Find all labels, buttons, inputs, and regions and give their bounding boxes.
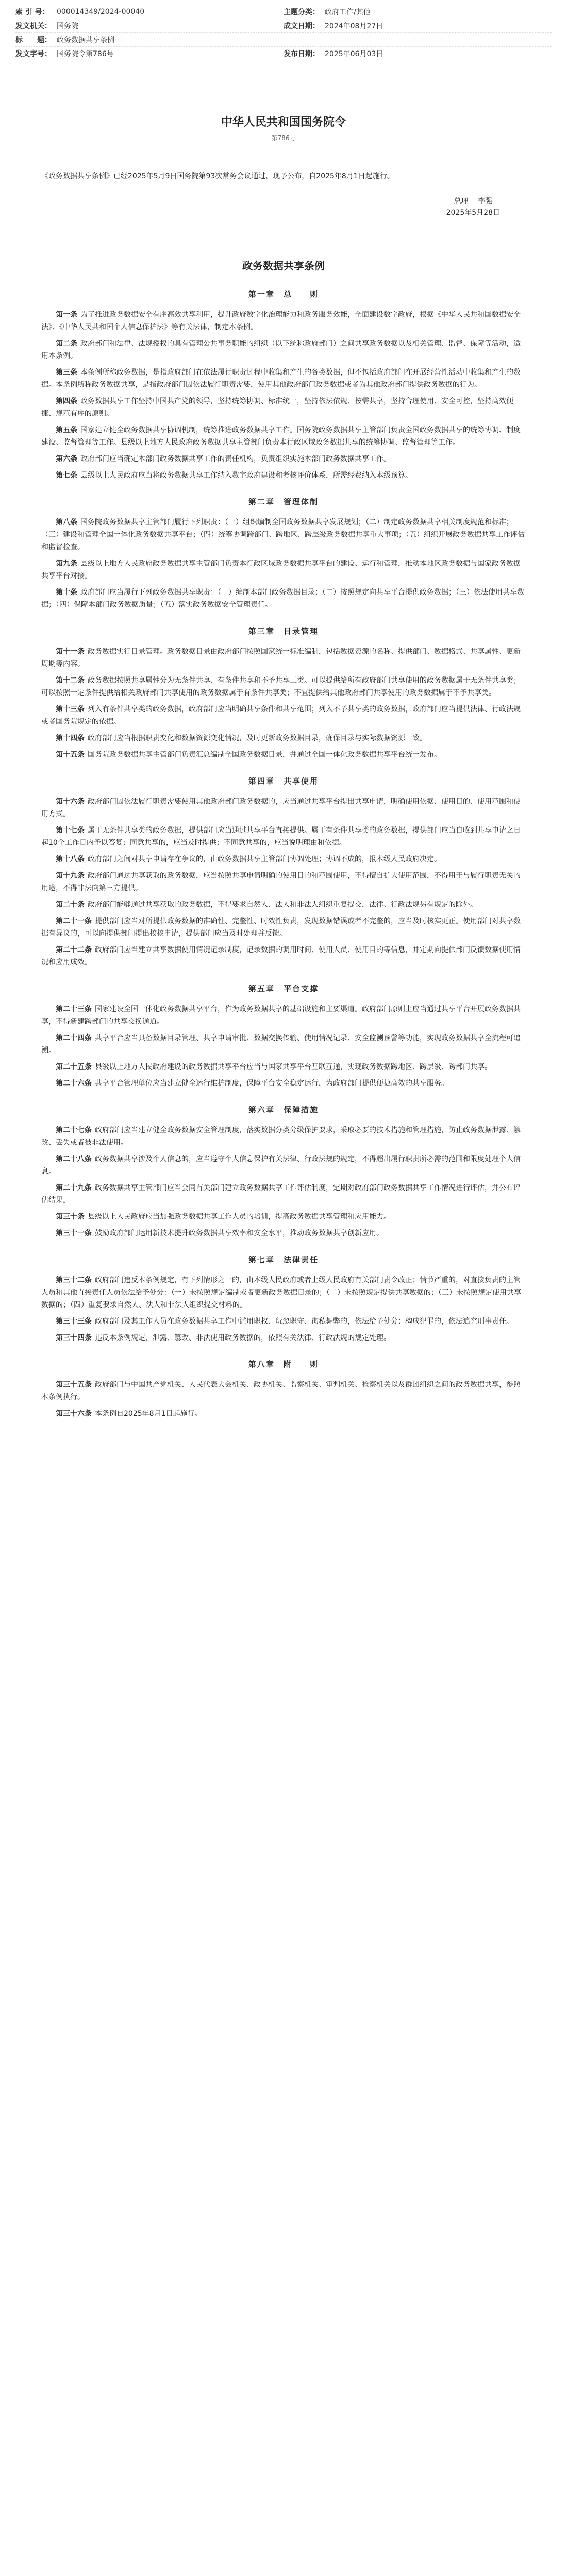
- regulation-body: [41, 289, 526, 1424]
- article-paragraph: [41, 1408, 526, 1420]
- article-paragraph: [41, 366, 526, 391]
- article-number: 第三十条: [56, 1213, 85, 1221]
- article-number: 第二条: [56, 340, 77, 348]
- article-paragraph: [41, 703, 526, 728]
- article-paragraph: [41, 1332, 526, 1344]
- meta-row: [15, 19, 552, 33]
- article-paragraph: [41, 557, 526, 582]
- meta-label: 成文日期：: [284, 22, 320, 30]
- page-title: 中华人民共和国国务院令: [221, 116, 346, 129]
- article-paragraph: [41, 1315, 526, 1328]
- article-text: 政务数据共享涉及个人信息的，应当遵守个人信息保护有关法律、行政法规的规定，不得超出履行职责所必需的范围和限度处理个人信息。: [41, 1155, 521, 1176]
- chapter-title: 第二章 管理体制: [248, 497, 319, 506]
- article-text: 属于无条件共享类的政务数据，提供部门应当通过共享平台直接提供。属于有条件共享类的政务数据，提供部门应当自收到共享申请之日起10个工作日内予以答复；同意共享的，应当及时提供；不同意共享的，应当说明理由和依据。: [41, 826, 521, 847]
- article-text: 县级以上人民政府应当将政务数据共享工作纳入数字政府建设和考核评价体系，所需经费纳入本级预算。: [80, 471, 412, 480]
- article-text: 政府部门应当确定本部门政务数据共享工作的责任机构，负责组织实施本部门政务数据共享工作。: [80, 455, 391, 463]
- chapter-title: 第八章 附 则: [248, 1360, 319, 1369]
- chapter-title: 第五章 平台支撑: [248, 984, 319, 993]
- article-number: 第三十三条: [56, 1317, 92, 1326]
- article-number: 第十四条: [56, 734, 85, 742]
- article-text: 政务数据实行目录管理。政务数据目录由政府部门按照国家统一标准编制，包括数据资源的名称、提供部门、数据格式、共享属性、更新周期等内容。: [41, 648, 521, 668]
- article-text: 政府部门违反本条例规定，有下列情形之一的，由本级人民政府或者上级人民政府有关部门责令改正；情节严重的，对直接负责的主管人员和其他直接责任人员依法给予处分：（一）未按照规定编制或者更新政务数据目录的；（二）未按照规定提供共享数据的；（三）未按照规定使用共享数据的；（四）重复要求自然人、法人和非法人组织提交材料的。: [41, 1276, 521, 1309]
- article-paragraph: [41, 424, 526, 449]
- article-text: 政务数据按照共享属性分为无条件共享、有条件共享和不予共享三类。可以提供给所有政府部门共享使用的政务数据属于无条件共享类；可以按照一定条件提供给相关政府部门共享使用的政务数据属于有条件共享类；不宜提供给其他政府部门共享使用的政务数据属于不予共享类。: [41, 676, 521, 697]
- article-paragraph: [41, 899, 526, 911]
- regulation-title: 政务数据共享条例: [242, 260, 325, 272]
- article-number: 第二十三条: [56, 1005, 92, 1013]
- article-paragraph: [41, 516, 526, 553]
- article-text: 县级以上地方人民政府建设的政务数据共享平台应当与国家共享平台互联互通，实现政务数据跨地区、跨层级、跨部门共享。: [95, 1063, 492, 1071]
- meta-row: [15, 5, 552, 19]
- article-paragraph: [41, 1032, 526, 1057]
- article-text: 政府部门及其工作人员在政务数据共享工作中滥用职权、玩忽职守、徇私舞弊的，依法给予处分；构成犯罪的，依法追究刑事责任。: [95, 1317, 513, 1326]
- meta-value: 国务院令第786号: [57, 50, 114, 58]
- document-meta-table: [15, 5, 552, 59]
- article-number: 第十三条: [56, 705, 85, 714]
- article-number: 第十一条: [56, 648, 85, 656]
- article-text: 政府部门与中国共产党机关、人民代表大会机关、政协机关、监察机关、审判机关、检察机关以及群团组织之间的政务数据共享，参照本条例执行。: [41, 1381, 521, 1401]
- article-number: 第二十六条: [56, 1079, 92, 1088]
- article-number: 第三十二条: [56, 1276, 92, 1284]
- article-number: 第三条: [56, 368, 77, 377]
- article-number: 第九条: [56, 560, 77, 568]
- article-number: 第二十五条: [56, 1063, 92, 1071]
- article-text: 政府部门应当根据职责变化和数据资源变化情况，及时更新政务数据目录，确保目录与实际数据资源一致。: [88, 734, 427, 742]
- article-text: 政府部门应当建立共享数据使用情况记录制度，记录数据的调用时间、使用人员、使用目的等信息，并定期向提供部门反馈数据使用情况和应用成效。: [41, 946, 521, 967]
- article-number: 第八条: [56, 518, 77, 527]
- article-number: 第十五条: [56, 751, 85, 759]
- article-number: 第十二条: [56, 676, 85, 685]
- article-paragraph: [41, 453, 526, 465]
- article-number: 第七条: [56, 471, 77, 480]
- article-number: 第十六条: [56, 798, 85, 806]
- article-paragraph: [41, 1211, 526, 1223]
- article-text: 鼓励政府部门运用新技术提升政务数据共享效率和安全水平，推动政务数据共享创新应用。: [95, 1229, 383, 1238]
- premier-name: 李强: [478, 197, 493, 206]
- article-number: 第四条: [56, 397, 77, 405]
- article-number: 第十九条: [56, 872, 85, 880]
- decree-date: 2025年5月28日: [446, 209, 500, 217]
- article-text: 提供部门应当对所提供政务数据的准确性、完整性、时效性负责，发现数据错误或者不完整的，应当及时核实更正。使用部门对共享数据有异议的，可以向提供部门提出校核申请，提供部门应当及时处理并反馈。: [41, 917, 521, 938]
- article-paragraph: [41, 309, 526, 333]
- decree-number: 第786号: [271, 134, 296, 142]
- article-text: 本条例自2025年8月1日起施行。: [95, 1410, 202, 1418]
- article-text: 列入有条件共享类的政务数据，政府部门应当明确共享条件和共享范围；列入不予共享类的政务数据，政府部门应当提供法律、行政法规或者国务院规定的依据。: [41, 705, 521, 726]
- article-text: 国家建设全国一体化政务数据共享平台，作为政务数据共享的基础设施和主要渠道。政府部门原则上应当通过共享平台开展政务数据共享，不得新建跨部门的共享交换通道。: [41, 1005, 521, 1026]
- chapter-title: 第三章 目录管理: [248, 626, 319, 636]
- article-number: 第十条: [56, 588, 77, 597]
- meta-value: 000014349/2024-00040: [57, 8, 145, 16]
- meta-label: 发文机关：: [15, 22, 52, 30]
- article-number: 第二十二条: [56, 946, 92, 954]
- article-paragraph: [41, 1061, 526, 1073]
- article-paragraph: [41, 853, 526, 866]
- article-number: 第二十一条: [56, 917, 92, 925]
- article-paragraph: [41, 870, 526, 894]
- article-text: 政府部门通过共享获取的政务数据，应当按照共享申请明确的使用目的和范围使用，不得擅自扩大使用范围，不得用于与履行职责无关的用途，不得非法向第三方提供。: [41, 872, 521, 892]
- article-text: 国务院政务数据共享主管部门负责汇总编制全国政务数据目录，并通过全国一体化政务数据共享平台统一发布。: [88, 751, 441, 759]
- article-number: 第五条: [56, 426, 77, 434]
- article-text: 政府部门能够通过共享获取的政务数据，不得要求自然人、法人和非法人组织重复提交，法律、行政法规另有规定的除外。: [88, 901, 477, 909]
- article-text: 政府部门应当建立健全政务数据安全管理制度，落实数据分类分级保护要求，采取必要的技术措施和管理措施，防止政务数据泄露、篡改、丢失或者被非法使用。: [41, 1126, 521, 1147]
- decree-text: 《政务数据共享条例》已经2025年5月9日国务院第93次常务会议通过，现予公布，自2025年8月1日起施行。: [41, 172, 394, 180]
- article-paragraph: [41, 337, 526, 362]
- article-number: 第三十六条: [56, 1410, 92, 1418]
- article-paragraph: [41, 1182, 526, 1207]
- meta-value: 2025年06月03日: [325, 50, 383, 58]
- article-paragraph: [41, 915, 526, 940]
- article-number: 第二十四条: [56, 1034, 92, 1042]
- article-number: 第一条: [56, 311, 77, 319]
- chapter-title: 第七章 法律责任: [248, 1255, 319, 1264]
- article-number: 第三十五条: [56, 1381, 92, 1389]
- article-number: 第三十一条: [56, 1229, 92, 1238]
- chapter-title: 第四章 共享使用: [248, 776, 319, 786]
- article-number: 第六条: [56, 455, 77, 463]
- article-paragraph: [41, 1124, 526, 1149]
- article-number: 第二十条: [56, 901, 85, 909]
- article-paragraph: [41, 1153, 526, 1178]
- article-paragraph: [41, 824, 526, 849]
- article-paragraph: [41, 674, 526, 699]
- article-text: 政府部门因依法履行职责需要使用其他政府部门政务数据的，应当通过共享平台提出共享申请，明确使用依据、使用目的、使用范围和使用方式。: [41, 798, 521, 818]
- article-paragraph: [41, 1379, 526, 1403]
- article-paragraph: [41, 944, 526, 969]
- article-number: 第十七条: [56, 826, 85, 835]
- article-paragraph: [41, 732, 526, 744]
- premier-label: 总理: [454, 197, 469, 206]
- meta-row: [15, 47, 552, 60]
- article-text: 县级以上地方人民政府政务数据共享主管部门负责本行政区域政务数据共享平台的建设、运行和管理，推动本地区政务数据与国家政务数据共享平台对接。: [41, 560, 521, 580]
- meta-value: 2024年08月27日: [325, 22, 383, 30]
- meta-value: 政务数据共享条例: [57, 36, 114, 44]
- document-header: [26, 113, 541, 142]
- chapter-title: 第一章 总 则: [248, 290, 319, 299]
- article-text: 国务院政务数据共享主管部门履行下列职责：（一）组织编制全国政务数据共享发展规划；（二）制定政务数据共享相关制度规范和标准；（三）建设和管理全国一体化政务数据共享平台；（四）统筹协调跨部门、跨地区、跨层级政务数据共享重大事项；（五）组织开展政务数据共享工作评估和监督检查。: [41, 518, 525, 551]
- article-number: 第二十七条: [56, 1126, 92, 1134]
- article-text: 为了推进政务数据安全有序高效共享利用，提升政府数字化治理能力和政务服务效能，全面建设数字政府，根据《中华人民共和国数据安全法》、《中华人民共和国个人信息保护法》等有关法律，制定本条例。: [41, 311, 521, 331]
- article-text: 政府部门应当履行下列政务数据共享职责：（一）编制本部门政务数据目录；（二）按照规定向共享平台提供政务数据；（三）依法使用共享数据；（四）保障本部门政务数据质量；（五）落实政务数据安全管理责任。: [41, 588, 524, 609]
- article-text: 本条例所称政务数据，是指政府部门在依法履行职责过程中收集和产生的各类数据，但不包括政府部门在开展经营性活动中收集和产生的数据。本条例所称政务数据共享，是指政府部门因依法履行职责需要，使用其他政府部门政务数据或者为其他政府部门提供政务数据的行为。: [41, 368, 521, 389]
- article-paragraph: [41, 749, 526, 761]
- article-text: 政务数据共享工作坚持中国共产党的领导，坚持统筹协调、标准统一，坚持依法依规、按需共享，坚持合理使用、安全可控，坚持高效便捷、规范有序的原则。: [41, 397, 513, 418]
- article-number: 第十八条: [56, 855, 85, 863]
- signature-block: [446, 196, 500, 218]
- article-paragraph: [41, 1274, 526, 1311]
- meta-label: 发文字号：: [15, 50, 52, 58]
- article-paragraph: [41, 1003, 526, 1028]
- meta-label: 主题分类：: [284, 8, 320, 16]
- article-text: 政府部门和法律、法规授权的具有管理公共事务职能的组织（以下统称政府部门）之间共享政务数据以及相关管理、监督、保障等活动，适用本条例。: [41, 340, 521, 360]
- article-paragraph: [41, 646, 526, 670]
- article-number: 第二十九条: [56, 1184, 92, 1192]
- article-text: 违反本条例规定，泄露、篡改、非法使用政务数据的，依照有关法律、行政法规的规定处理。: [95, 1334, 391, 1342]
- article-paragraph: [41, 586, 526, 611]
- article-paragraph: [41, 1077, 526, 1090]
- article-text: 县级以上人民政府应当加强政务数据共享工作人员的培训，提高政务数据共享管理和应用能力。: [88, 1213, 391, 1221]
- meta-label: 索 引 号：: [15, 8, 49, 16]
- article-text: 政务数据共享主管部门应当会同有关部门建立政务数据共享工作评估制度，定期对政府部门政务数据共享工作情况进行评估，并公布评估结果。: [41, 1184, 521, 1205]
- article-text: 共享平台管理单位应当建立健全运行维护制度，保障平台安全稳定运行，为政府部门提供便捷高效的共享服务。: [95, 1079, 448, 1088]
- chapter-title: 第六章 保障措施: [248, 1105, 319, 1114]
- article-number: 第二十八条: [56, 1155, 92, 1163]
- article-paragraph: [41, 395, 526, 420]
- meta-value: 政府工作/其他: [325, 8, 371, 16]
- article-number: 第三十四条: [56, 1334, 92, 1342]
- meta-label: 标 题：: [15, 36, 52, 44]
- meta-row: [15, 33, 552, 47]
- article-text: 国家建立健全政务数据共享协调机制，统筹推进政务数据共享工作。国务院政务数据共享主管部门负责全国政务数据共享的统筹协调、制度建设、监督管理等工作。县级以上地方人民政府政务数据共享主管部门负责本行政区域政务数据共享的统筹协调、监督管理等工作。: [41, 426, 521, 447]
- article-paragraph: [41, 795, 526, 820]
- meta-value: 国务院: [57, 22, 78, 30]
- meta-label: 发布日期：: [284, 50, 320, 58]
- article-text: 共享平台应当具备数据目录管理、共享申请审批、数据交换传输、使用情况记录、安全监测预警等功能，实现政务数据共享全流程可追溯。: [41, 1034, 521, 1055]
- article-paragraph: [41, 469, 526, 482]
- article-text: 政府部门之间对共享申请存在争议的，由政务数据共享主管部门协调处理；协调不成的，报本级人民政府决定。: [88, 855, 441, 863]
- article-paragraph: [41, 1227, 526, 1240]
